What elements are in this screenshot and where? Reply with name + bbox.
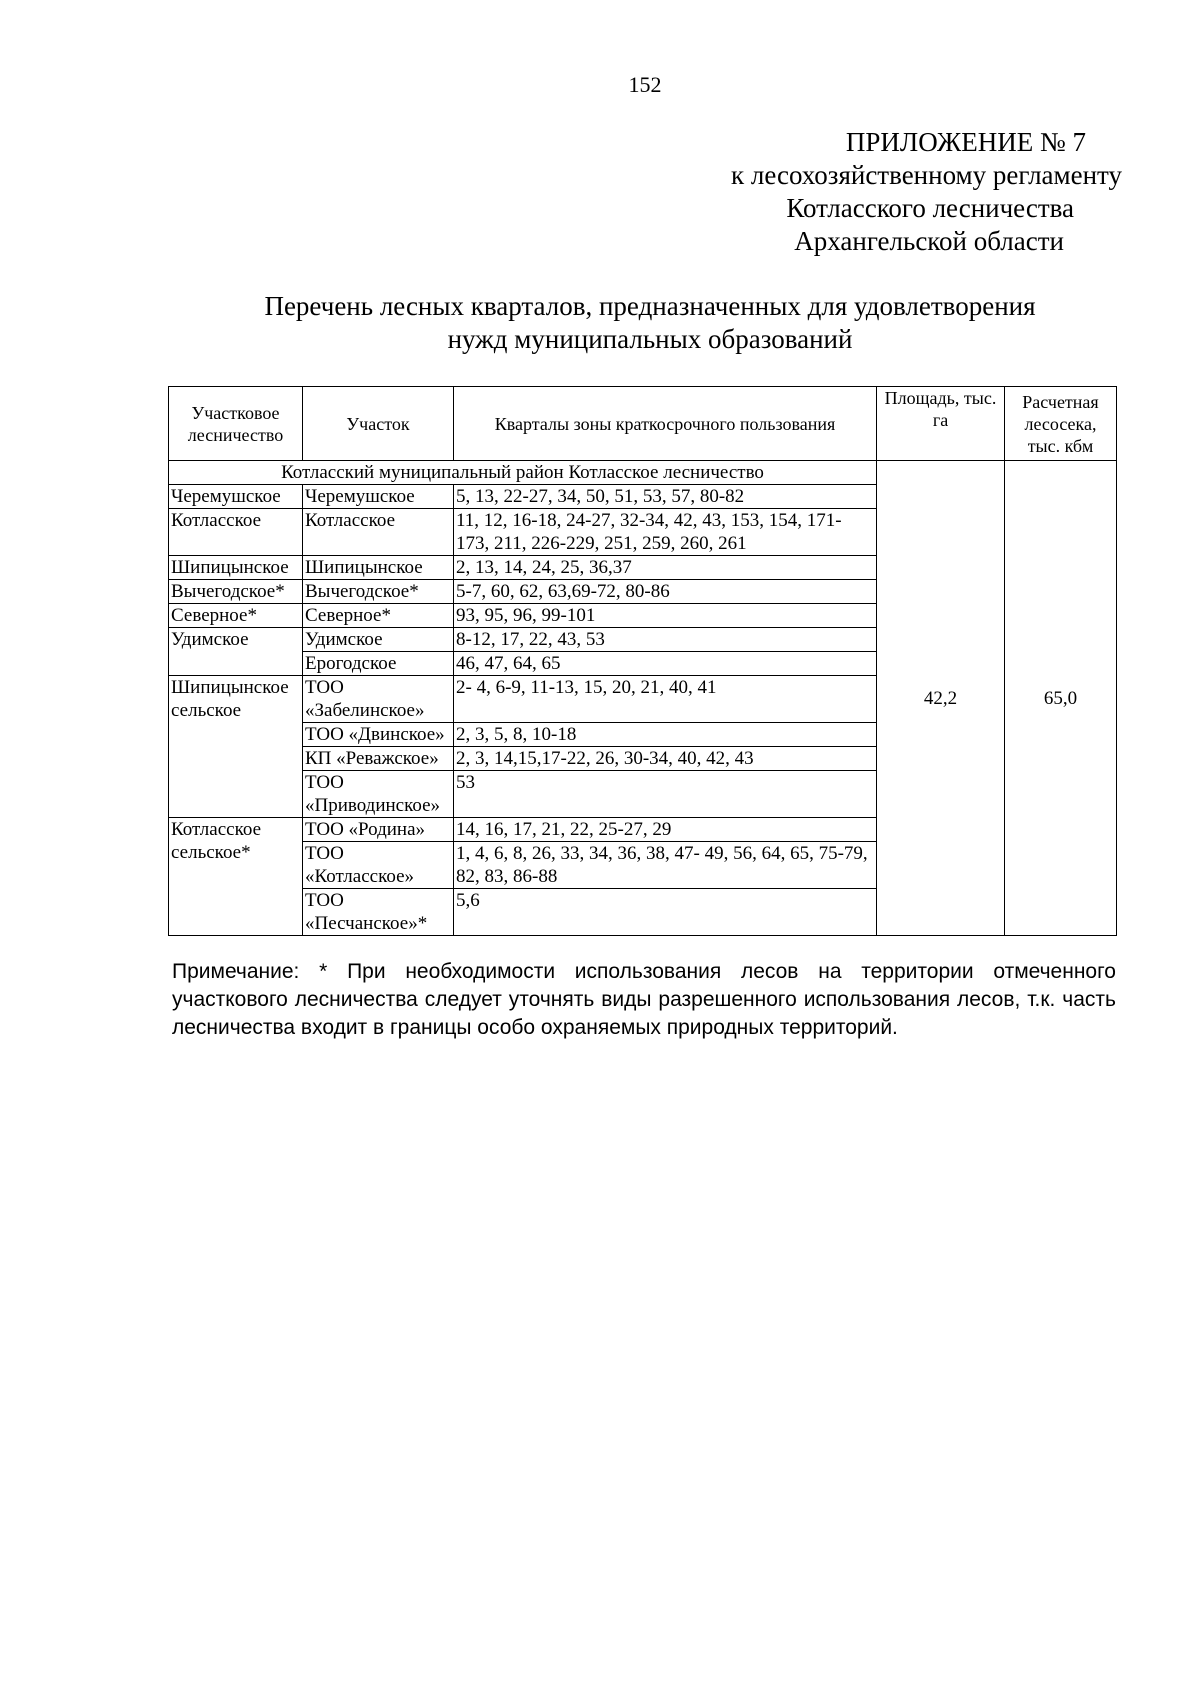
quarters-cell: 46, 47, 64, 65 <box>454 652 877 676</box>
quarters-cell: 2, 13, 14, 24, 25, 36,37 <box>454 556 877 580</box>
document-title-line-2: нужд муниципальных образований <box>447 324 853 354</box>
plot-cell: ТОО «Двинское» <box>303 723 454 747</box>
quarters-cell: 5-7, 60, 62, 63,69-72, 80-86 <box>454 580 877 604</box>
appendix-reference: к лесохозяйственному регламенту <box>731 160 1122 190</box>
quarters-cell: 2- 4, 6-9, 11-13, 15, 20, 21, 40, 41 <box>454 676 877 723</box>
appendix-number: ПРИЛОЖЕНИЕ № 7 <box>845 127 1086 157</box>
quarters-cell: 1, 4, 6, 8, 26, 33, 34, 36, 38, 47- 49, 56, 64, 65, 75-79, 82, 83, 86-88 <box>454 842 877 889</box>
forestry-cell: Вычегодское* <box>169 580 303 604</box>
appendix-heading <box>522 126 1122 258</box>
plot-cell: Удимское <box>303 628 454 652</box>
quarters-cell: 2, 3, 5, 8, 10-18 <box>454 723 877 747</box>
plot-cell: ТОО «Котласское» <box>303 842 454 889</box>
document-title-line-1: Перечень лесных кварталов, предназначенных для удовлетворения <box>264 291 1036 321</box>
plot-cell: Северное* <box>303 604 454 628</box>
plot-cell: Ерогодское <box>303 652 454 676</box>
plot-cell: КП «Реважское» <box>303 747 454 771</box>
header-quarters: Кварталы зоны краткосрочного пользования <box>454 387 877 461</box>
appendix-forestry: Котласского лесничества <box>786 193 1074 223</box>
quarters-cell: 93, 95, 96, 99-101 <box>454 604 877 628</box>
plot-cell: ТОО «Родина» <box>303 818 454 842</box>
header-plot: Участок <box>303 387 454 461</box>
footnote: Примечание: * При необходимости использования лесов на территории отмеченного участкового лесничества следует уточнять виды разрешенного использования лесов, т.к. часть лесничества входит в границы особо охраняемых природных территорий. <box>172 960 1116 1039</box>
quarters-table <box>168 386 1117 936</box>
document-title <box>170 290 1130 356</box>
quarters-cell: 8-12, 17, 22, 43, 53 <box>454 628 877 652</box>
plot-cell: Котласское <box>303 509 454 556</box>
table-header-row <box>169 387 1117 461</box>
header-forestry: Участковое лесничество <box>169 387 303 461</box>
forestry-cell: Шипицынское <box>169 556 303 580</box>
page-number: 152 <box>628 72 662 97</box>
forestry-cell: Северное* <box>169 604 303 628</box>
header-cutting: Расчетная лесосека, тыс. кбм <box>1005 387 1117 461</box>
quarters-cell: 5, 13, 22-27, 34, 50, 51, 53, 57, 80-82 <box>454 485 877 509</box>
forestry-cell: Шипицынское сельское <box>169 676 303 818</box>
quarters-cell: 2, 3, 14,15,17-22, 26, 30-34, 40, 42, 43 <box>454 747 877 771</box>
header-area: Площадь, тыс. га <box>877 387 1005 461</box>
forestry-cell: Котласское <box>169 509 303 556</box>
quarters-cell: 14, 16, 17, 21, 22, 25-27, 29 <box>454 818 877 842</box>
plot-cell: ТОО «Песчанское»* <box>303 889 454 936</box>
quarters-cell: 53 <box>454 771 877 818</box>
quarters-cell: 5,6 <box>454 889 877 936</box>
district-cell: Котласский муниципальный район Котласское лесничество <box>169 461 877 485</box>
forestry-cell: Черемушское <box>169 485 303 509</box>
plot-cell: ТОО «Забелинское» <box>303 676 454 723</box>
plot-cell: Вычегодское* <box>303 580 454 604</box>
forestry-cell: Котласское сельское* <box>169 818 303 936</box>
appendix-region: Архангельской области <box>794 226 1064 256</box>
plot-cell: Черемушское <box>303 485 454 509</box>
cutting-cell: 65,0 <box>1005 461 1117 936</box>
plot-cell: Шипицынское <box>303 556 454 580</box>
forestry-cell: Удимское <box>169 628 303 676</box>
quarters-cell: 11, 12, 16-18, 24-27, 32-34, 42, 43, 153, 154, 171-173, 211, 226-229, 251, 259, 260, 261 <box>454 509 877 556</box>
plot-cell: ТОО «Приводинское» <box>303 771 454 818</box>
district-row <box>169 461 1117 485</box>
area-cell: 42,2 <box>877 461 1005 936</box>
